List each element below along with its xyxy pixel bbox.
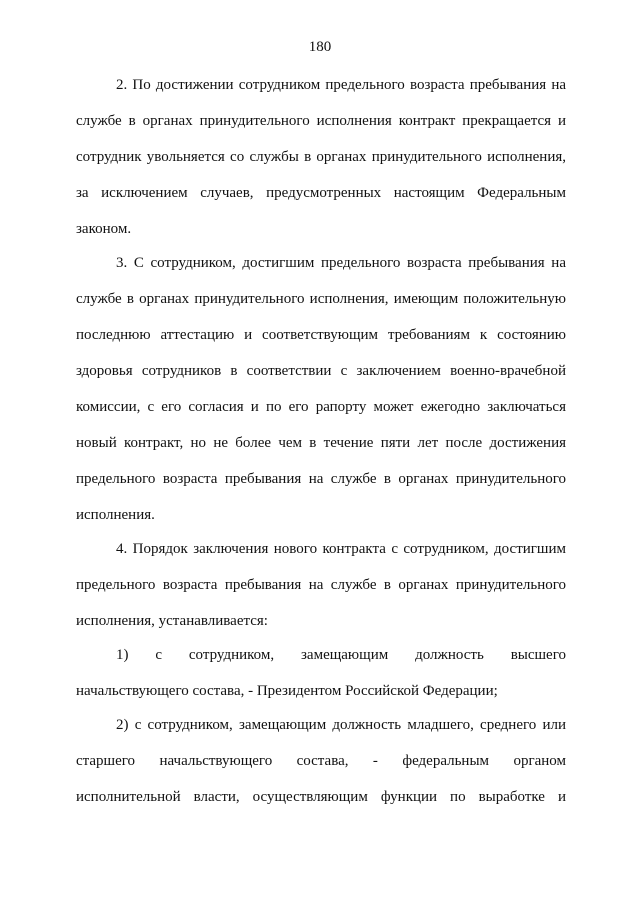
text-line: 4. Порядок заключения нового контракта с сотрудником, достигшим	[116, 541, 566, 557]
text-line: службе в органах принудительного исполнения, имеющим положительную	[76, 291, 566, 307]
text-line: 2) с сотрудником, замещающим должность младшего, среднего или	[116, 717, 566, 733]
text-line: 1) с сотрудником, замещающим должность высшего	[116, 647, 566, 663]
text-line: исполнительной власти, осуществляющим функции по выработке и	[76, 789, 566, 805]
text-line: предельного возраста пребывания на службе в органах принудительного	[76, 471, 566, 487]
text-line: исполнения.	[76, 507, 155, 523]
text-line: законом.	[76, 221, 132, 237]
text-line: последнюю аттестацию и соответствующим требованиям к состоянию	[76, 327, 566, 343]
text-line: сотрудник увольняется со службы в органах принудительного исполнения,	[76, 149, 566, 165]
text-line: новый контракт, но не более чем в течение пяти лет после достижения	[76, 435, 566, 451]
text-line: комиссии, с его согласия и по его рапорту может ежегодно заключаться	[76, 399, 566, 415]
text-line: старшего начальствующего состава, - федеральным органом	[76, 753, 566, 769]
text-line: начальствующего состава, - Президентом Российской Федерации;	[76, 683, 498, 699]
text-line: 3. С сотрудником, достигшим предельного возраста пребывания на	[116, 255, 566, 271]
text-line: 2. По достижении сотрудником предельного возраста пребывания на	[116, 77, 566, 93]
text-line: службе в органах принудительного исполнения контракт прекращается и	[76, 113, 566, 129]
text-line: предельного возраста пребывания на службе в органах принудительного	[76, 577, 566, 593]
text-line: исполнения, устанавливается:	[76, 613, 268, 629]
page-number: 180	[308, 39, 332, 55]
text-line: за исключением случаев, предусмотренных настоящим Федеральным	[76, 185, 566, 201]
text-line: здоровья сотрудников в соответствии с заключением военно-врачебной	[76, 363, 566, 379]
